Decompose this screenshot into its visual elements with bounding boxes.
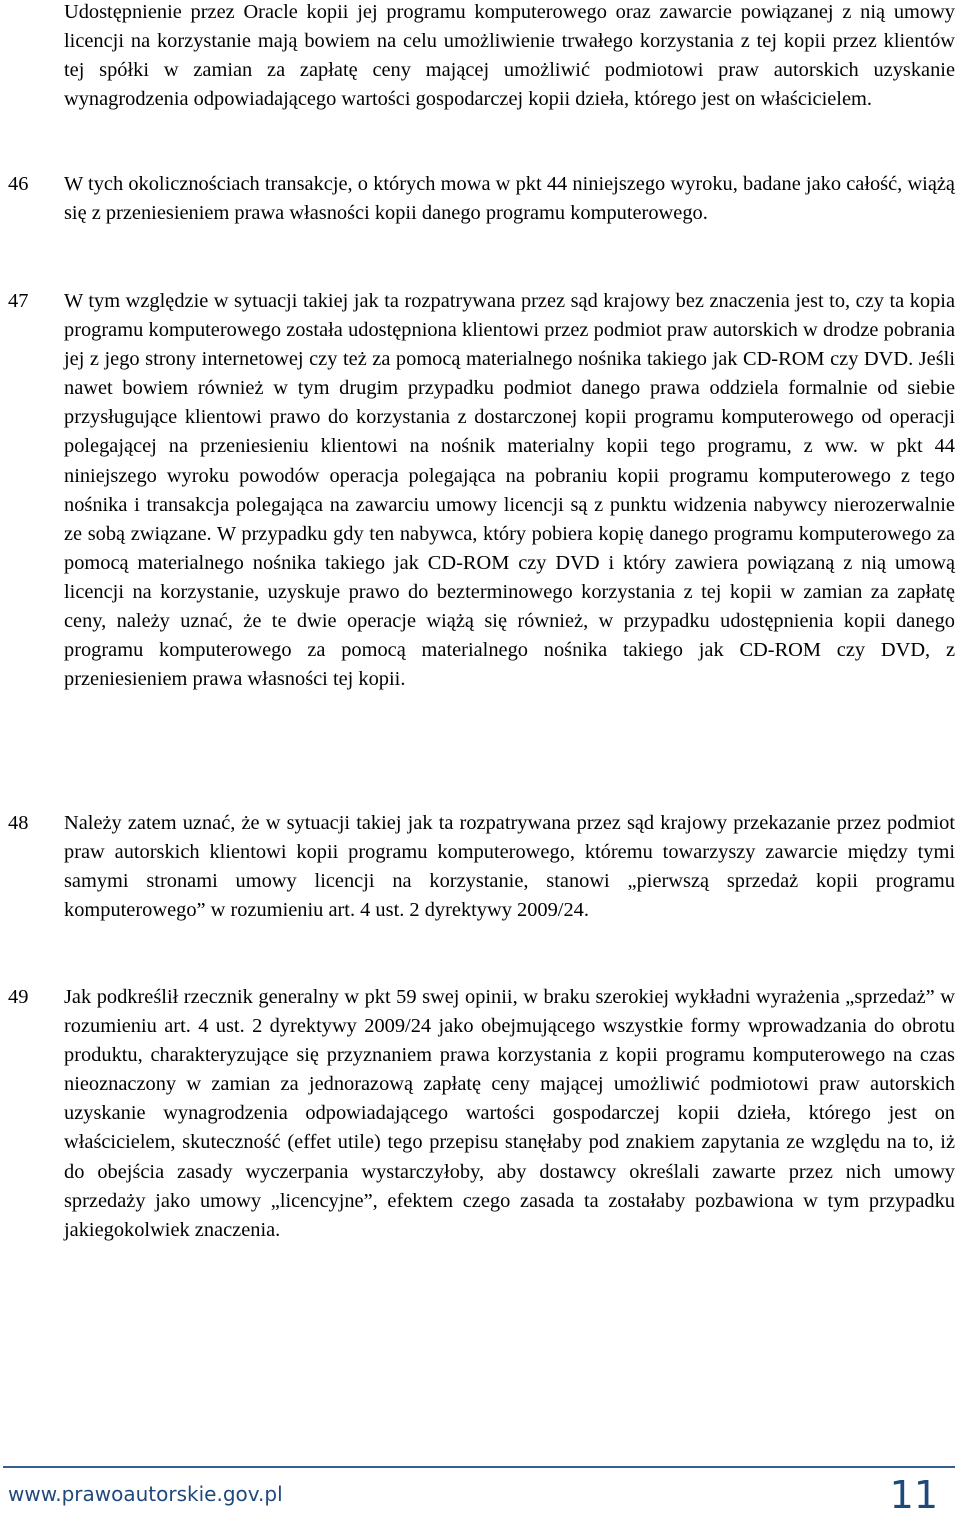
paragraph-continuation: Udostępnienie przez Oracle kopii jej programu komputerowego oraz zawarcie powiązanej z nią umowy licencji na korzystanie mają bowiem na celu umożliwienie trwałego korzystania z tej kopii przez klientów tej spółki w zamian za zapłatę ceny mającej umożliwić podmiotowi praw autorskich uzyskanie wynagrodzenia odpowiadającego wartości gospodarczej kopii dzieła, którego jest on właścicielem. <box>64 1 955 111</box>
paragraph-49: Jak podkreślił rzecznik generalny w pkt 59 swej opinii, w braku szerokiej wykładni wyrażenia „sprzedaż” w rozumieniu art. 4 ust. 2 dyrektywy 2009/24 jako obejmującego wszystkie formy wprowadzania do obrotu produktu, charakteryzujące się przyznaniem prawa korzystania z kopii programu komputerowego na czas nieoznaczony w zamian za jednorazową zapłatę ceny mającej umożliwić podmiotowi praw autorskich uzyskanie wynagrodzenia odpowiadającego wartości gospodarczej kopii dzieła, którego jest on właścicielem, skuteczność (effet utile) tego przepisu stanęłaby pod znakiem zapytania ze względu na to, iż do obejścia zasady wyczerpania wystarczyłoby, aby dostawcy określali zawarte przez nich umowy sprzedaży jako umowy „licencyjne”, efektem czego zasada ta zostałaby pozbawiona w tym przypadku jakiegokolwiek znaczenia. <box>64 986 955 1241</box>
paragraph-46: W tych okolicznościach transakcje, o których mowa w pkt 44 niniejszego wyroku, badane jako całość, wiążą się z przeniesieniem prawa własności kopii danego programu komputerowego. <box>64 173 955 225</box>
page-number: 11 <box>889 1473 938 1517</box>
paragraph-number-46: 46 <box>8 173 29 195</box>
paragraph-number-48: 48 <box>8 812 29 834</box>
paragraph-47: W tym względzie w sytuacji takiej jak ta rozpatrywana przez sąd krajowy bez znaczenia jest to, czy ta kopia programu komputerowego została udostępniona klientowi przez podmiot praw autorskich w drodze pobrania jej z jego strony internetowej czy też za pomocą materialnego nośnika takiego jak CD-ROM czy DVD. Jeśli nawet bowiem również w tym drugim przypadku podmiot danego prawa oddziela formalnie od siebie przysługujące klientowi prawo do korzystania z dostarczonej kopii programu komputerowego od operacji polegającej na przeniesieniu klientowi na nośnik materialny kopii tego programu, z ww. w pkt 44 niniejszego wyroku powodów operacja polegająca na pobraniu kopii programu komputerowego z tego nośnika i transakcja polegająca na zawarciu umowy licencji są z punktu widzenia nabywcy nierozerwalnie ze sobą związane. W przypadku gdy ten nabywca, który pobiera kopię danego programu komputerowego za pomocą materialnego nośnika takiego jak CD-ROM czy DVD i który zawiera powiązaną z nią umową licencji na korzystanie, uzyskuje prawo do bezterminowego korzystania z tej kopii w zamian za zapłatę ceny, należy uznać, że te dwie operacje wiążą się również, w przypadku udostępnienia kopii danego programu komputerowego za pomocą materialnego nośnika takiego jak CD-ROM czy DVD, z przeniesieniem prawa własności tej kopii. <box>64 290 955 691</box>
footer-divider <box>3 1466 955 1468</box>
footer-website-link[interactable]: www.prawoautorskie.gov.pl <box>8 1482 283 1506</box>
paragraph-number-47: 47 <box>8 290 29 312</box>
paragraph-number-49: 49 <box>8 986 29 1008</box>
paragraph-48: Należy zatem uznać, że w sytuacji takiej jak ta rozpatrywana przez sąd krajowy przekazanie przez podmiot praw autorskich klientowi kopii programu komputerowego, któremu towarzyszy zawarcie między tymi samymi stronami umowy licencji na korzystanie, stanowi „pierwszą sprzedaż kopii programu komputerowego” w rozumieniu art. 4 ust. 2 dyrektywy 2009/24. <box>64 812 955 922</box>
